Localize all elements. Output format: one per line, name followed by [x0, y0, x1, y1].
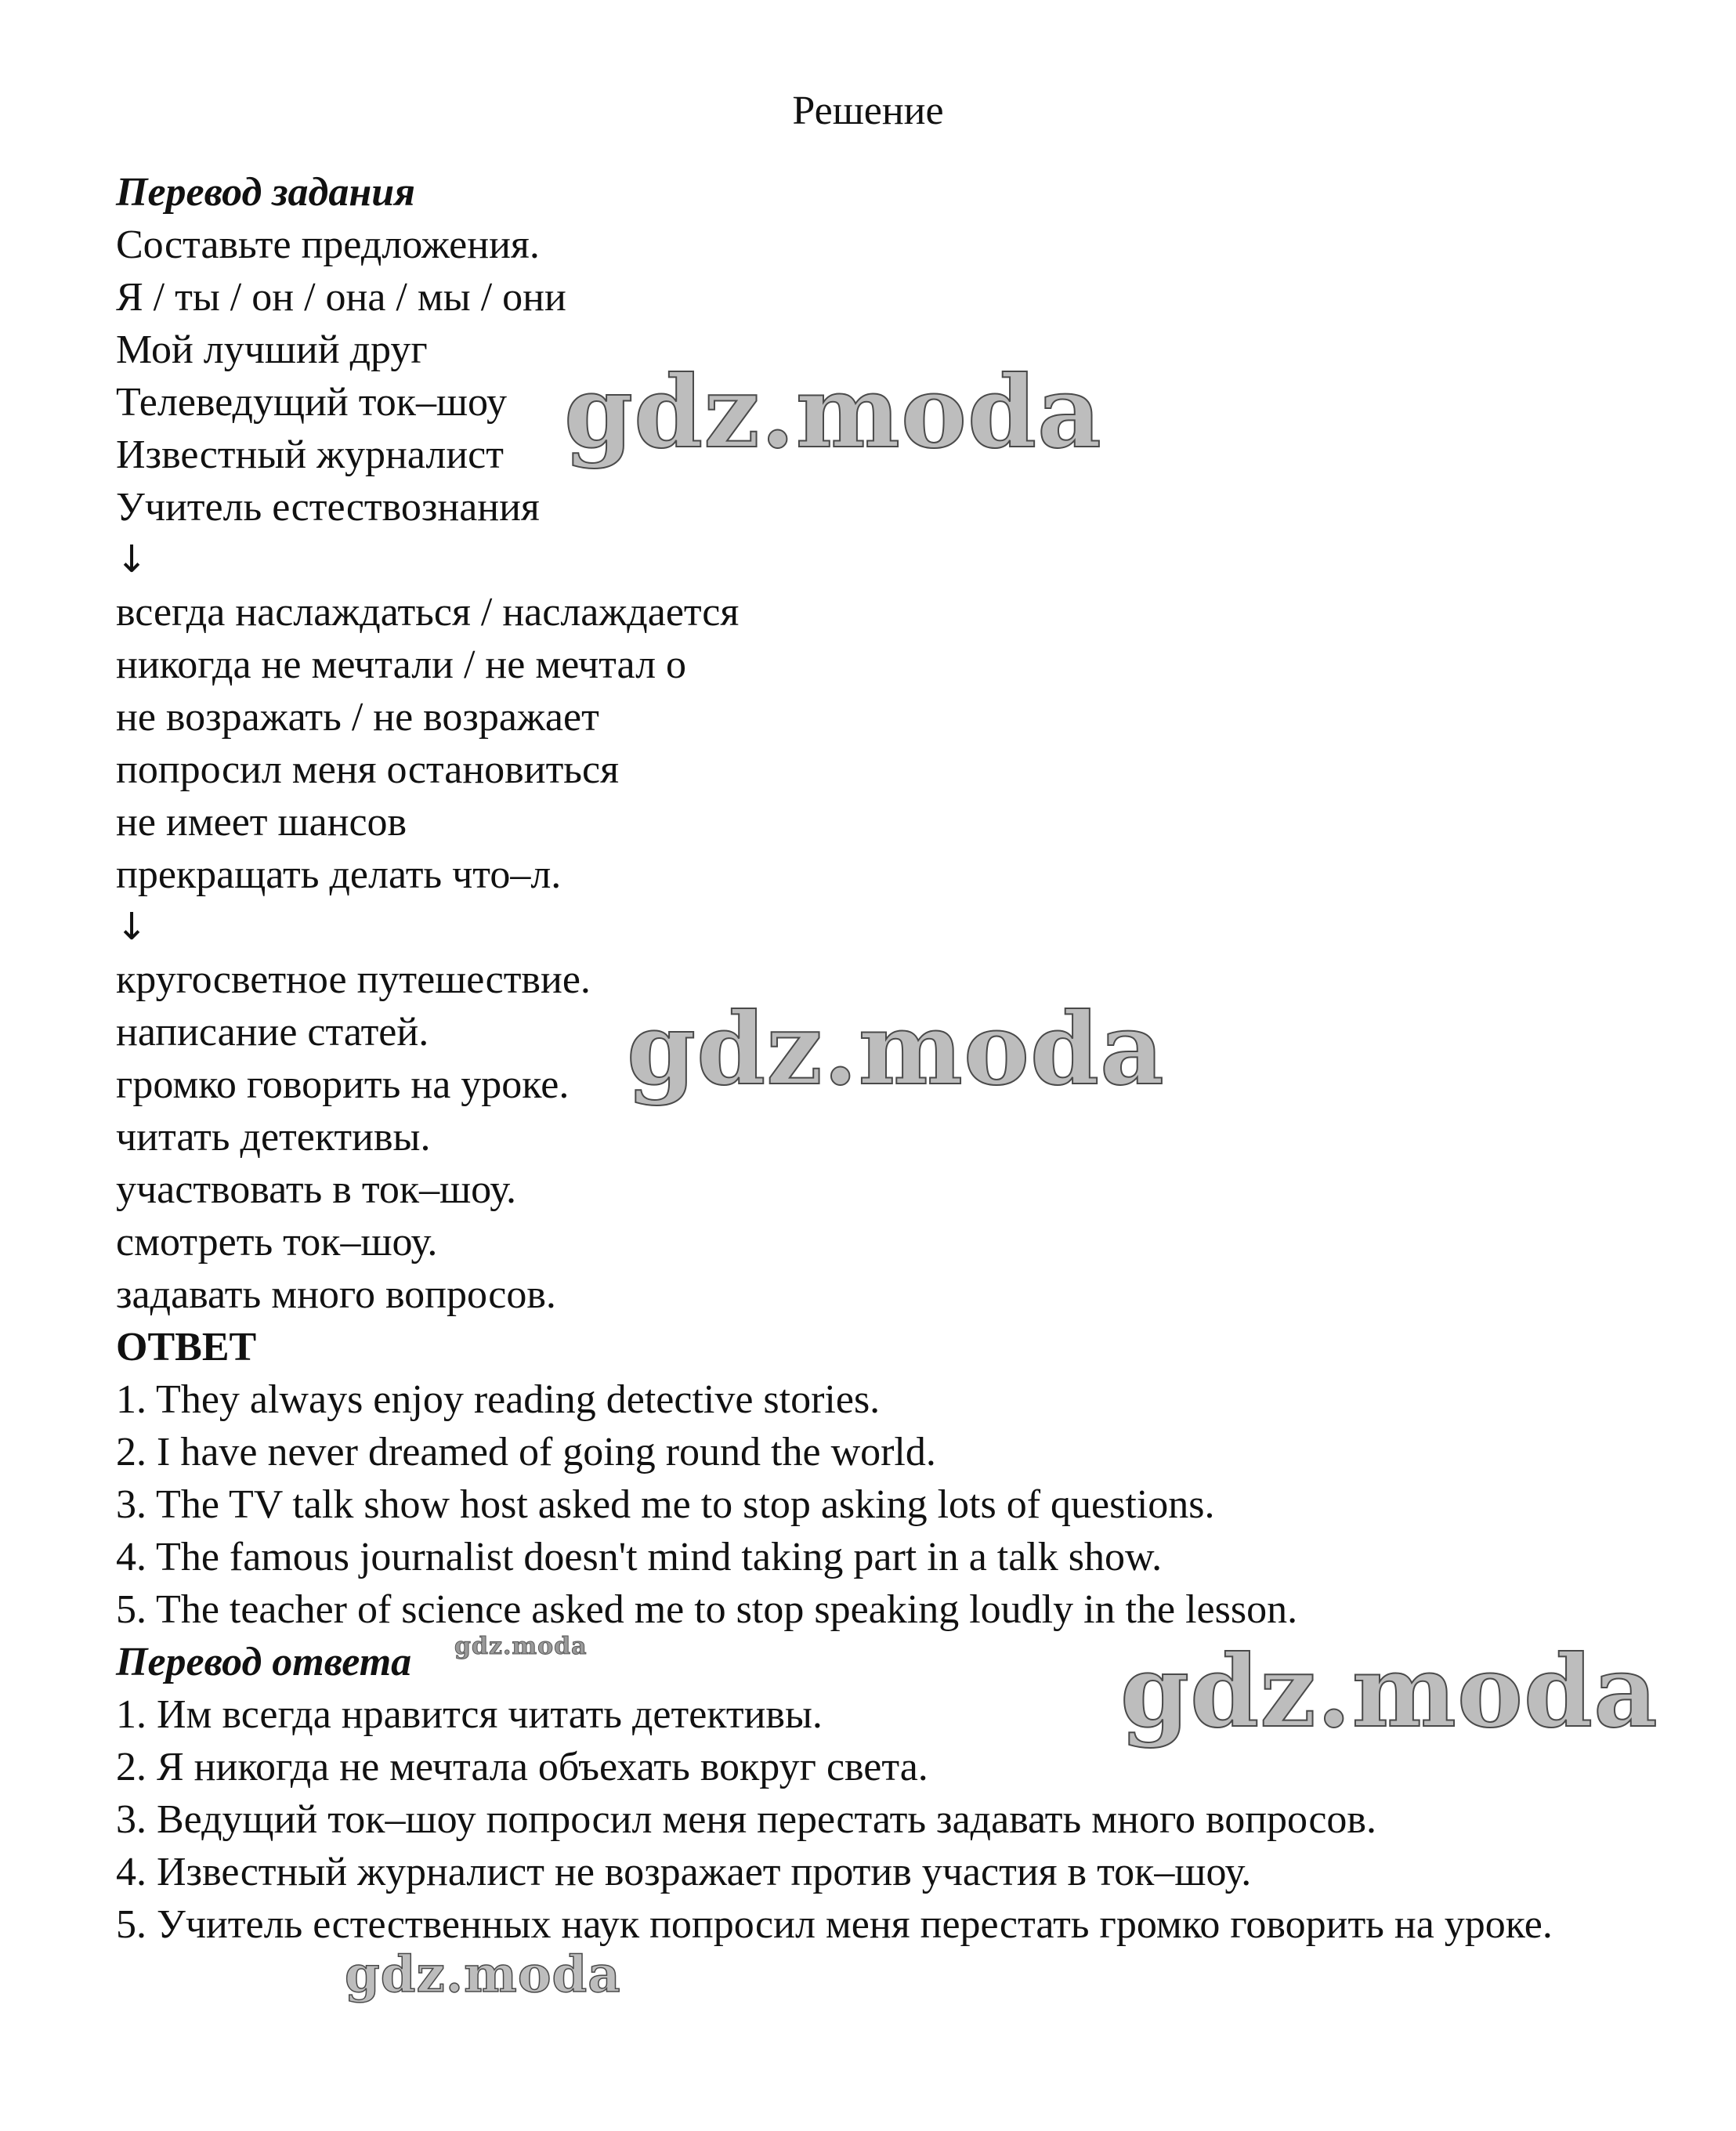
- task-line: не имеет шансов: [116, 800, 407, 845]
- task-line: написание статей.: [116, 1010, 429, 1055]
- answer-translation-line: 4. Известный журналист не возражает против участия в ток–шоу.: [116, 1850, 1252, 1894]
- task-line: задавать много вопросов.: [116, 1272, 556, 1317]
- answer-line: 1. They always enjoy reading detective stories.: [116, 1377, 881, 1422]
- task-line: громко говорить на уроке.: [116, 1062, 570, 1107]
- task-line: всегда наслаждаться / наслаждается: [116, 590, 740, 635]
- watermark-logo: gdz.moda: [345, 1945, 621, 2004]
- answer-line: 4. The famous journalist doesn't mind taking part in a talk show.: [116, 1535, 1163, 1579]
- watermark-logo: gdz.moda: [564, 354, 1102, 470]
- watermark-logo: gdz.moda: [627, 991, 1165, 1107]
- answer-translation-line: 2. Я никогда не мечтала объехать вокруг света.: [116, 1745, 928, 1789]
- task-line: Телеведущий ток–шоу: [116, 380, 508, 425]
- watermark-logo: gdz.moda: [1120, 1634, 1658, 1749]
- answer-line: 5. The teacher of science asked me to stop speaking loudly in the lesson.: [116, 1587, 1298, 1632]
- down-arrow-icon: ↓: [116, 905, 148, 949]
- answer-translation-line: 1. Им всегда нравится читать детективы.: [116, 1692, 823, 1737]
- answer-line: 2. I have never dreamed of going round the world.: [116, 1430, 936, 1474]
- task-line: никогда не мечтали / не мечтал о: [116, 642, 687, 687]
- task-translation-heading: Перевод задания: [116, 170, 415, 215]
- task-line: Составьте предложения.: [116, 223, 540, 267]
- task-line: Известный журналист: [116, 432, 504, 477]
- task-line: Мой лучший друг: [116, 327, 428, 372]
- task-line: прекращать делать что–л.: [116, 852, 562, 897]
- task-line: Учитель естествознания: [116, 485, 540, 530]
- task-line: участвовать в ток–шоу.: [116, 1167, 516, 1212]
- watermark-logo: gdz.moda: [454, 1633, 588, 1660]
- task-line: кругосветное путешествие.: [116, 957, 591, 1002]
- page-title: Решение: [792, 89, 944, 133]
- answer-translation-heading: Перевод ответа: [116, 1640, 412, 1684]
- down-arrow-icon: ↓: [116, 537, 148, 581]
- task-line: смотреть ток–шоу.: [116, 1220, 438, 1264]
- task-line: попросил меня остановиться: [116, 747, 620, 792]
- answer-translation-line: 5. Учитель естественных наук попросил меня перестать громко говорить на уроке.: [116, 1902, 1553, 1947]
- task-line: читать детективы.: [116, 1115, 431, 1160]
- task-line: не возражать / не возражает: [116, 695, 599, 740]
- answer-heading: ОТВЕТ: [116, 1325, 257, 1369]
- answer-line: 3. The TV talk show host asked me to stop asking lots of questions.: [116, 1482, 1215, 1527]
- answer-translation-line: 3. Ведущий ток–шоу попросил меня перестать задавать много вопросов.: [116, 1797, 1376, 1842]
- task-line: Я / ты / он / она / мы / они: [116, 275, 566, 320]
